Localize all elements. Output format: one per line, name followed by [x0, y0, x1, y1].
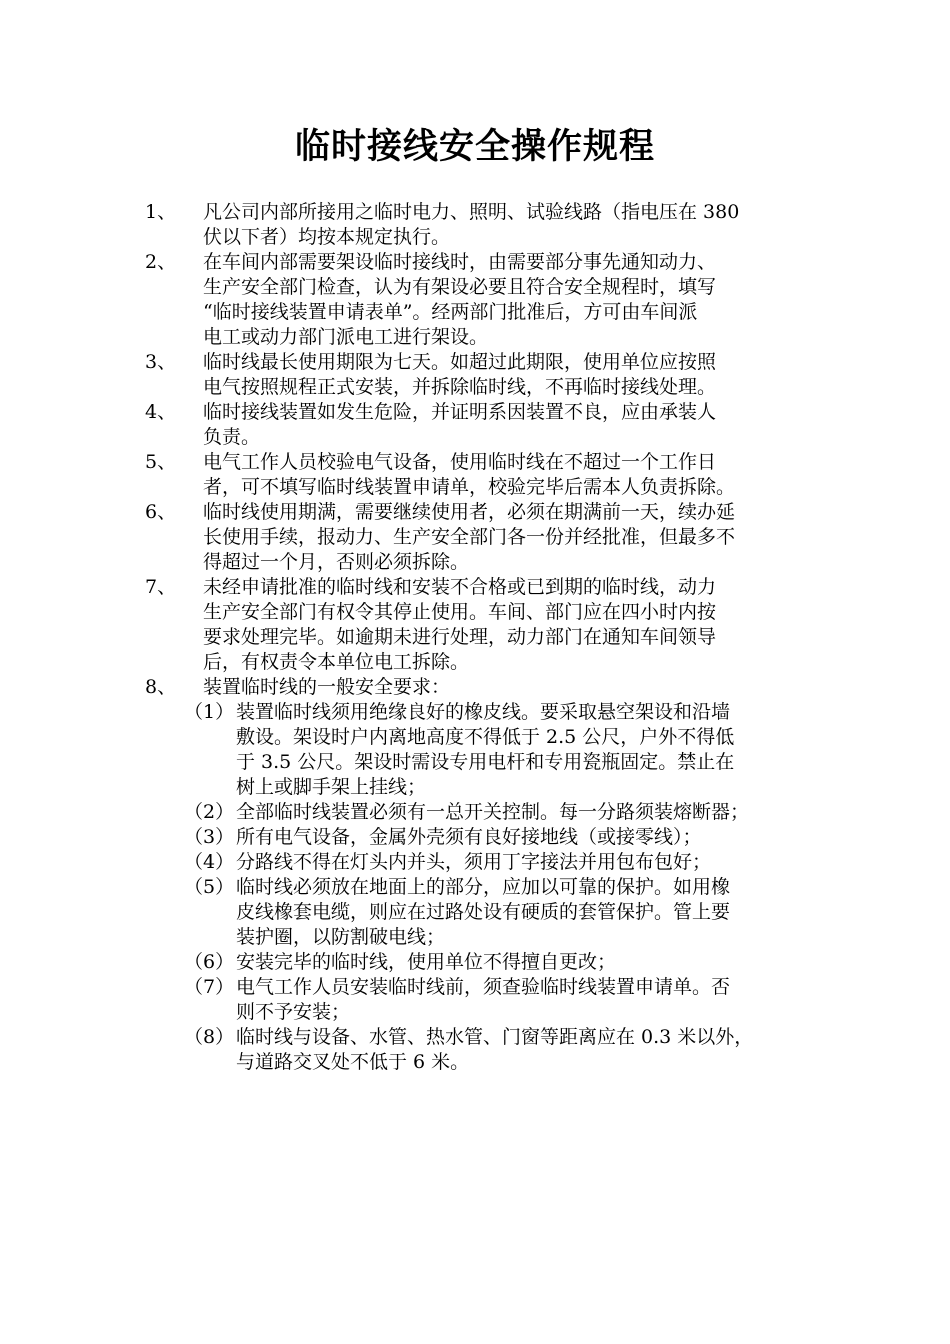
sub-list-item — [0, 875, 950, 950]
item-text: 未经申请批准的临时线和安装不合格或已到期的临时线，动力 生产安全部门有权令其停止使用。车间、部门应在四小时内按 要求处理完毕。如逾期未进行处理，动力部门在通知车间领导 后，有权责令本单位电工拆除。 — [203, 576, 717, 673]
item-number: 7、 — [145, 576, 177, 598]
rules-list — [0, 200, 950, 1075]
item-text: 电气工作人员校验电气设备，使用临时线在不超过一个工作日 者，可不填写临时线装置申请单，校验完毕后需本人负责拆除。 — [203, 451, 736, 498]
subitem-text: 临时线必须放在地面上的部分，应加以可靠的保护。如用橡 皮线橡套电缆，则应在过路处设有硬质的套管保护。管上要 装护圈，以防割破电线； — [236, 876, 731, 948]
item-text: 凡公司内部所接用之临时电力、照明、试验线路（指电压在 380 伏以下者）均按本规定执行。 — [203, 201, 740, 248]
item-text: 临时线使用期满，需要继续使用者，必须在期满前一天，续办延 长使用手续，报动力、生产安全部门各一份并经批准，但最多不 得超过一个月，否则必须拆除。 — [203, 501, 736, 573]
subitem-text: 安装完毕的临时线，使用单位不得擅自更改； — [236, 951, 617, 973]
subitem-text: 装置临时线须用绝缘良好的橡皮线。要采取悬空架设和沿墙 敷设。架设时户内离地高度不得低于 2.5 公尺，户外不得低 于 3.5 公尺。架设时需设专用电杆和专用瓷瓶固定。禁止在 树上或脚手架上挂线； — [236, 701, 735, 798]
item-number: 4、 — [145, 401, 177, 423]
list-item — [0, 350, 950, 400]
subitem-text: 全部临时线装置必须有一总开关控制。每一分路须装熔断器； — [236, 801, 750, 823]
subitem-number: （1） — [184, 701, 235, 723]
item-text: 在车间内部需要架设临时接线时，由需要部分事先通知动力、 生产安全部门检查，认为有架设必要且符合安全规程时，填写 “临时接线装置申请表单”。经两部门批准后，方可由车间派 电工或动力部门派电工进行架设。 — [203, 251, 717, 348]
item-number: 3、 — [145, 351, 177, 373]
subitem-number: （8） — [184, 1026, 235, 1048]
sub-list-item — [0, 975, 950, 1025]
list-item — [0, 250, 950, 350]
sub-list-item — [0, 700, 950, 800]
item-text: 装置临时线的一般安全要求： — [203, 676, 451, 698]
sub-list-item — [0, 850, 950, 875]
item-text: 临时线最长使用期限为七天。如超过此期限，使用单位应按照 电气按照规程正式安装，并拆除临时线，不再临时接线处理。 — [203, 351, 717, 398]
item-number: 6、 — [145, 501, 177, 523]
item-number: 1、 — [145, 201, 177, 223]
list-item — [0, 450, 950, 500]
item-number: 2、 — [145, 251, 177, 273]
list-item — [0, 500, 950, 575]
subitem-text: 所有电气设备，金属外壳须有良好接地线（或接零线）； — [236, 826, 702, 848]
subitem-text: 分路线不得在灯头内并头，须用丁字接法并用包布包好； — [236, 851, 712, 873]
sub-list-item — [0, 825, 950, 850]
document-title: 临时接线安全操作规程 — [294, 126, 655, 167]
list-item — [0, 400, 950, 450]
list-item — [0, 575, 950, 675]
list-item — [0, 200, 950, 250]
subitem-number: （5） — [184, 876, 235, 898]
sub-list-item — [0, 1025, 950, 1075]
subitem-text: 临时线与设备、水管、热水管、门窗等距离应在 0.3 米以外， 与道路交叉处不低于 6 米。 — [236, 1026, 754, 1073]
subitem-number: （3） — [184, 826, 235, 848]
item-number: 8、 — [145, 676, 177, 698]
subitem-number: （4） — [184, 851, 235, 873]
subitem-number: （2） — [184, 801, 235, 823]
sub-list-item — [0, 950, 950, 975]
item-text: 临时接线装置如发生危险，并证明系因装置不良，应由承装人 负责。 — [203, 401, 717, 448]
list-item — [0, 675, 950, 700]
subitem-text: 电气工作人员安装临时线前，须查验临时线装置申请单。否 则不予安装； — [236, 976, 731, 1023]
subitem-number: （7） — [184, 976, 235, 998]
sub-list-item — [0, 800, 950, 825]
subitem-number: （6） — [184, 951, 235, 973]
item-number: 5、 — [145, 451, 177, 473]
